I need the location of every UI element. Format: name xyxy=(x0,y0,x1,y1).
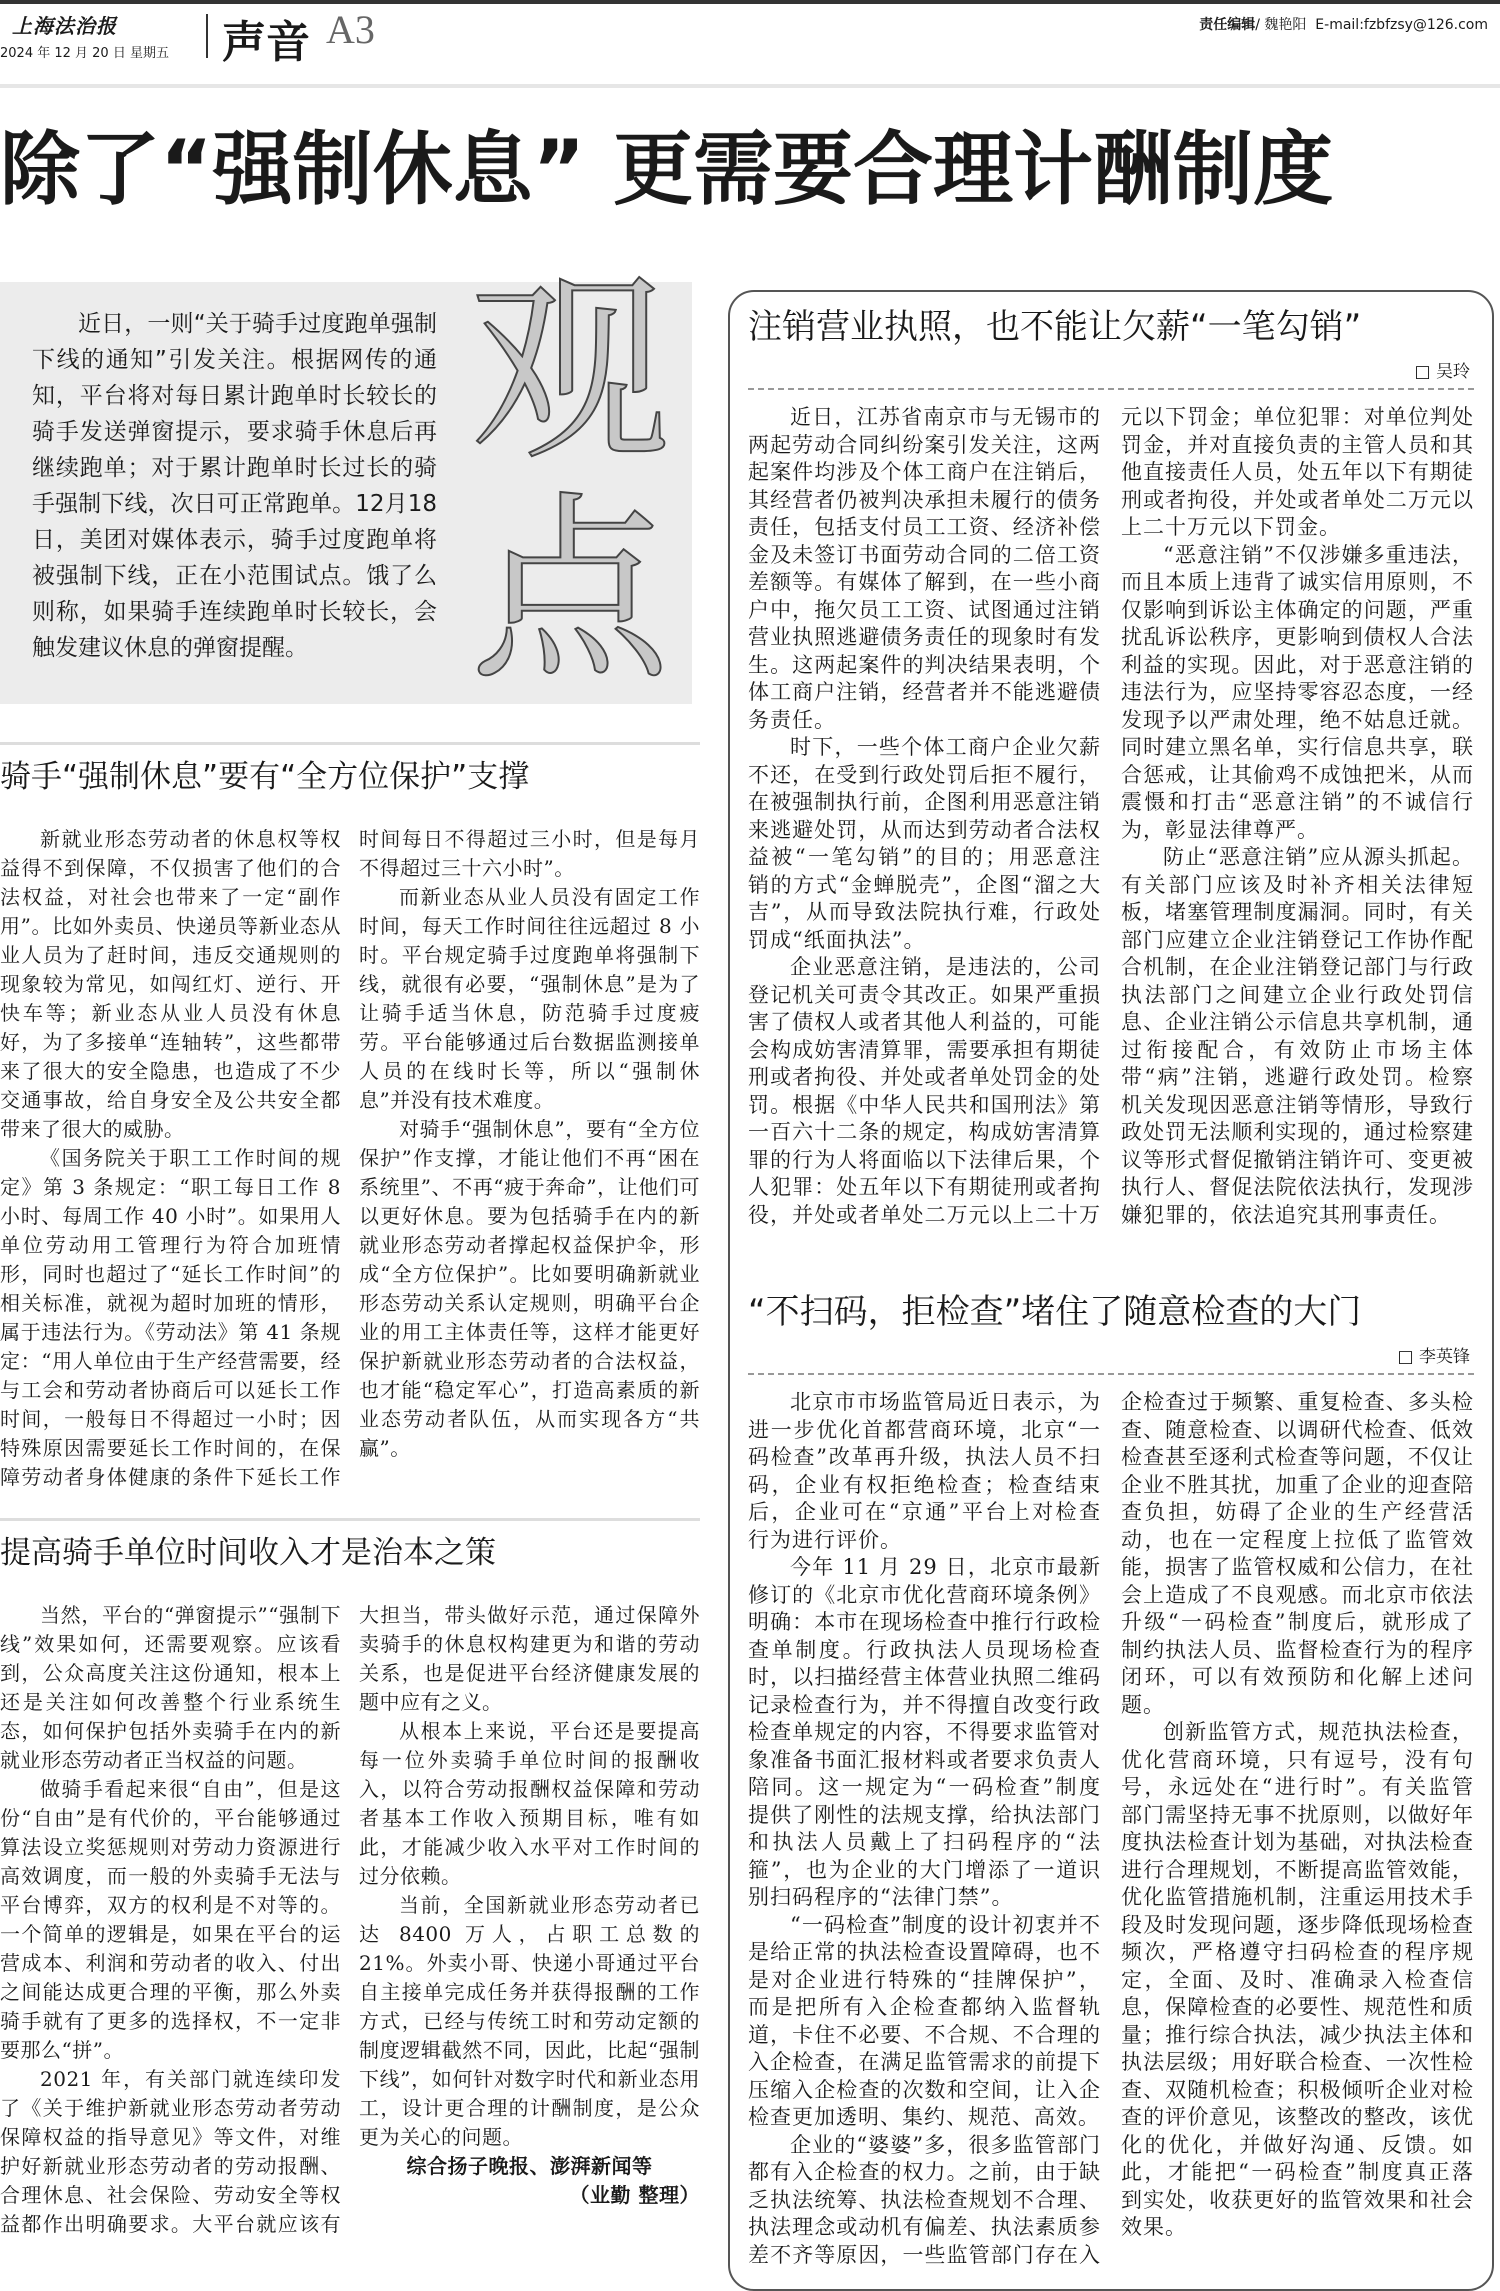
article-body xyxy=(0,1601,700,2239)
left-column xyxy=(0,742,700,2239)
section-name: 声音 xyxy=(222,17,310,68)
editor-email: E-mail:fzbfzsy@126.com xyxy=(1315,17,1488,33)
paragraph: 企业恶意注销，是违法的，公司登记机关可责令其改正。如果严重损害了债权人或者其他人利益的，可能会构成妨害清算罪，需要承担有期徒刑或者拘役、并处或者单处罚金的处罚。根据《中华人民共和国刑法》第一百六十二条的规定，构成妨害清算罪的行为人将面临以下法律后果，个人犯罪：处五年以下有期徒刑或者拘役，并处或者单处二万元以上二十万元以下罚金；单位犯罪：对单位判处罚金，并对直接负责的主管人员和其他直接责任人员，处五年以下有期徒刑或者拘役，并处或者单处二万元以上二十万元以下罚金。 xyxy=(748,405,1474,1227)
editor-label: 责任编辑 xyxy=(1199,17,1256,33)
paragraph: 企业的“婆婆”多，很多监管部门都有入企检查的权力。之前，由于缺乏执法统筹、执法检查规划不合理、执法理念或动机有偏差、执法素质参差不齐等原因，一些监管部门存在入企检查过于频繁、重复检查、多头检查、随意检查、以调研代检查、低效检查甚至逐利式检查等问题，不仅让企业不胜其扰，加重了企业的迎查陪查负担，妨碍了企业的生产经营活动，也在一定程度上拉低了监管效能，损害了监管权威和公信力，在社会上造成了不良观感。而北京市依法升级“一码检查”制度后，就形成了制约执法人员、监督检查行为的程序闭环，可以有效预防和化解上述问题。 xyxy=(748,1390,1474,2267)
source-credit: 综合扬子晚报、澎湃新闻等 xyxy=(406,2154,653,2178)
article-body xyxy=(0,825,700,1492)
commentary-frame xyxy=(728,290,1494,2291)
paragraph: 《国务院关于职工工作时间的规定》第 3 条规定：“职工每日工作 8 小时、每周工作 40 小时”。如果用人单位劳动用工管理行为符合加班情形，同时也超过了“延长工作时间”的相关标准，就视为超时加班的情形，属于违法行为。《劳动法》第 41 条规定：“用人单位由于生产经营需要，经与工会和劳动者协商后可以延长工作时间，一般每日不得超过一小时；因特殊原因需要延长工作时间的，在保障劳动者身体健康的条件下延长工作时间每日不得超过三小时，但是每月不得超过三十六小时”。 xyxy=(0,827,700,1489)
article-author: □ 吴玲 xyxy=(1414,362,1470,382)
paragraph: 2021 年，有关部门就连续印发了《关于维护新就业形态劳动者劳动保障权益的指导意见》等文件，对维护好新就业形态劳动者的劳动报酬、合理休息、社会保险、劳动安全等权益都作出明确要求。大平台就应该有大担当，带头做好示范，通过保障外卖骑手的休息权构建更为和谐的劳动关系，也是促进平台经济健康发展的题中应有之义。 xyxy=(0,1603,700,2236)
paragraph: 从根本上来说，平台还是要提高每一位外卖骑手单位时间的报酬收入，以符合劳动报酬权益保障和劳动者基本工作收入预期目标，唯有如此，才能减少收入水平对工作时间的过分依赖。 xyxy=(359,1719,700,1888)
compiler-credit: （业勤 整理） xyxy=(569,2183,700,2207)
paragraph: “一码检查”制度的设计初衷并不是给正常的执法检查设置障碍，也不是对企业进行特殊的“挂牌保护”，而是把所有入企检查都纳入监督轨道，卡住不必要、不合规、不合理的入企检查，在满足监管需求的前提下压缩入企检查的次数和空间，让入企检查更加透明、集约、规范、高效。 xyxy=(748,1912,1101,2129)
page-number: A3 xyxy=(326,7,375,52)
paragraph: 对骑手“强制休息”，要有“全方位保护”作支撑，才能让他们不再“困在系统里”、不再“疲于奔命”，让他们可以更好休息。要为包括骑手在内的新就业形态劳动者撑起权益保护伞，形成“全方位保护”。比如要明确新就业形态劳动关系认定规则，明确平台企业的用工主体责任等，这样才能更好保护新就业形态劳动者的合法权益，也才能“稳定军心”，打造高素质的新业态劳动者队伍，从而实现各方“共赢”。 xyxy=(359,1117,700,1460)
newspaper-logo: 上海法治报 xyxy=(12,14,117,38)
paragraph: 当前，全国新就业形态劳动者已达 8400 万人，占职工总数的 21%。外卖小哥、快递小哥通过平台自主接单完成任务并获得报酬的工作方式，已经与传统工时和劳动定额的制度逻辑截然不同，因此，比起“强制下线”，如何针对数字时代和新业态用工，设计更合理的计酬制度，是公众更为关心的问题。 xyxy=(359,1893,700,2149)
paragraph: 防止“恶意注销”应从源头抓起。有关部门应该及时补齐相关法律短板，堵塞管理制度漏洞。同时，有关部门应建立企业注销登记工作协作配合机制，在企业注销登记部门与行政执法部门之间建立企业行政处罚信息、企业注销公示信息共享机制，通过衔接配合，有效防止市场主体带“病”注销，逃避行政处罚。检察机关发现因恶意注销等情形，导致行政处罚无法顺利实现的，通过检察建议等形式督促撤销注销许可、变更被执行人、督促法院依法执行，发现涉嫌犯罪的，依法追究其刑事责任。 xyxy=(1121,845,1474,1227)
paragraph: 今年 11 月 29 日，北京市最新修订的《北京市优化营商环境条例》明确：本市在现场检查中推行行政检查单制度。行政执法人员现场检查时，以扫描经营主体营业执照二维码记录检查行为，并不得擅自改变行政检查单规定的内容，不得要求监管对象准备书面汇报材料或者要求负责人陪同。这一规定为“一码检查”制度提供了刚性的法规支撑，给执法部门和执法人员戴上了扫码程序的“法箍”，也为企业的大门增添了一道识别扫码程序的“法律门禁”。 xyxy=(748,1555,1101,1909)
paragraph: 当然，平台的“弹窗提示”“强制下线”效果如何，还需要观察。应该看到，公众高度关注这份通知，根本上还是关注如何改善整个行业系统生态，如何保护包括外卖骑手在内的新就业形态劳动者正当权益的问题。 xyxy=(0,1603,341,1772)
article-title: 提高骑手单位时间收入才是治本之策 xyxy=(0,1535,496,1571)
article-author: □ 李英锋 xyxy=(1397,1347,1470,1367)
paragraph: 做骑手看起来很“自由”，但是这份“自由”是有代价的，平台能够通过算法设立奖惩规则对劳动力资源进行高效调度，而一般的外卖骑手无法与平台博弈，双方的权利是不对等的。一个简单的逻辑是，如果在平台的运营成本、利润和劳动者的收入、付出之间能达成更合理的平衡，那么外卖骑手就有了更多的选择权，不一定非要那么“拼”。 xyxy=(0,1777,341,2062)
paragraph: 北京市市场监管局近日表示，为进一步优化首都营商环境，北京“一码检查”改革再升级，执法人员不扫码，企业有权拒绝检查；检查结束后，企业可在“京通”平台上对检查行为进行评价。 xyxy=(748,1390,1101,1552)
paragraph: “恶意注销”不仅涉嫌多重违法，而且本质上违背了诚实信用原则，不仅影响到诉讼主体确定的问题，严重扰乱诉讼秩序，更影响到债权人合法利益的实现。因此，对于恶意注销的违法行为，应坚持零容忍态度，一经发现予以严肃处理，绝不姑息迁就。同时建立黑名单，实行信息共享，联合惩戒，让其偷鸡不成蚀把米，从而震慑和打击“恶意注销”的不诚信行为，彰显法律尊严。 xyxy=(1121,542,1474,842)
paragraph: 创新监管方式，规范执法检查，优化营商环境，只有逗号，没有句号，永远处在“进行时”。有关监管部门需坚持无事不扰原则，以做好年度执法检查计划为基础，对执法检查进行合理规划，不断提高监管效能，优化监管措施机制，注重运用技术手段及时发现问题，逐步降低现场检查频次，严格遵守扫码检查的程序规定，全面、及时、准确录入检查信息，保障检查的必要性、规范性和质量；推行综合执法，减少执法主体和执法层级；用好联合检查、一次性检查、双随机检查；积极倾听企业对检查的评价意见，该整改的整改，该优化的优化，并做好沟通、反馈。如此，才能把“一码检查”制度真正落到实处，收获更好的监管效果和社会效果。 xyxy=(1121,1720,1474,2239)
calligraphy-dian: 点 xyxy=(470,475,671,708)
article-title: 骑手“强制休息”要有“全方位保护”支撑 xyxy=(0,759,530,795)
spacer xyxy=(748,1229,1474,1289)
paragraph: 而新业态从业人员没有固定工作时间，每天工作时间往往远超过 8 小时。平台规定骑手过度跑单将强制下线，就很有必要，“强制休息”是为了让骑手适当休息，防范骑手过度疲劳。平台能够通过后台数据监测接单人员的在线时长等，所以“强制休息”并没有技术难度。 xyxy=(359,885,700,1112)
article-body xyxy=(748,1389,1474,2269)
header-divider xyxy=(206,14,208,58)
page-headline: 除了“强制休息” 更需要合理计酬制度 xyxy=(0,123,1334,216)
header-rule xyxy=(0,84,1500,88)
editor-name: / 魏艳阳 xyxy=(1255,17,1307,33)
paragraph: 时下，一些个体工商户企业欠薪不还，在受到行政处罚后拒不履行，在被强制执行前，企图利用恶意注销来逃避处罚，从而达到劳动者合法权益被“一笔勾销”的目的；用恶意注销的方式“金蝉脱壳”，企图“溜之大吉”，从而导致法院执行难，行政处罚成“纸面执法”。 xyxy=(748,735,1101,952)
title-divider xyxy=(748,388,1474,390)
paragraph: 新就业形态劳动者的休息权等权益得不到保障，不仅损害了他们的合法权益，对社会也带来了一定“副作用”。比如外卖员、快递员等新业态从业人员为了赶时间，违反交通规则的现象较为常见，如闯红灯、逆行、开快车等；新业态从业人员没有休息好，为了多接单“连轴转”，这些都带来了很大的安全隐患，也造成了不少交通事故，给自身安全及公共安全都带来了很大的威胁。 xyxy=(0,827,341,1141)
issue-date: 2024 年 12 月 20 日 星期五 xyxy=(0,46,169,61)
article-title: 注销营业执照，也不能让欠薪“一笔勾销” xyxy=(748,307,1362,347)
section-rule xyxy=(0,742,700,745)
paragraph: 近日，江苏省南京市与无锡市的两起劳动合同纠纷案引发关注，这两起案件均涉及个体工商户在注销后，其经营者仍被判决承担未履行的债务责任，包括支付员工工资、经济补偿金及未签订书面劳动合同的二倍工资差额等。有媒体了解到，在一些小商户中，拖欠员工工资、试图通过注销营业执照逃避债务责任的现象时有发生。这两起案件的判决结果表明，个体工商户注销，经营者并不能逃避债务责任。 xyxy=(748,405,1101,732)
intro-text: 近日，一则“关于骑手过度跑单强制下线的通知”引发关注。根据网传的通知，平台将对每日累计跑单时长较长的骑手发送弹窗提示，要求骑手休息后再继续跑单；对于累计跑单时长过长的骑手强制下线，次日可正常跑单。12月18日，美团对媒体表示，骑手过度跑单将被强制下线，正在小范围试点。饿了么则称，如果骑手连续跑单时长较长，会触发建议休息的弹窗提醒。 xyxy=(32,311,437,661)
title-divider xyxy=(748,1373,1474,1375)
spacer xyxy=(0,1492,700,1518)
section-rule xyxy=(0,1518,700,1521)
editor-info xyxy=(1199,14,1488,34)
calligraphy-guan: 观 xyxy=(470,255,671,488)
article-title: “不扫码，拒检查”堵住了随意检查的大门 xyxy=(748,1292,1362,1332)
top-rule xyxy=(0,0,1500,4)
article-body xyxy=(748,404,1474,1229)
